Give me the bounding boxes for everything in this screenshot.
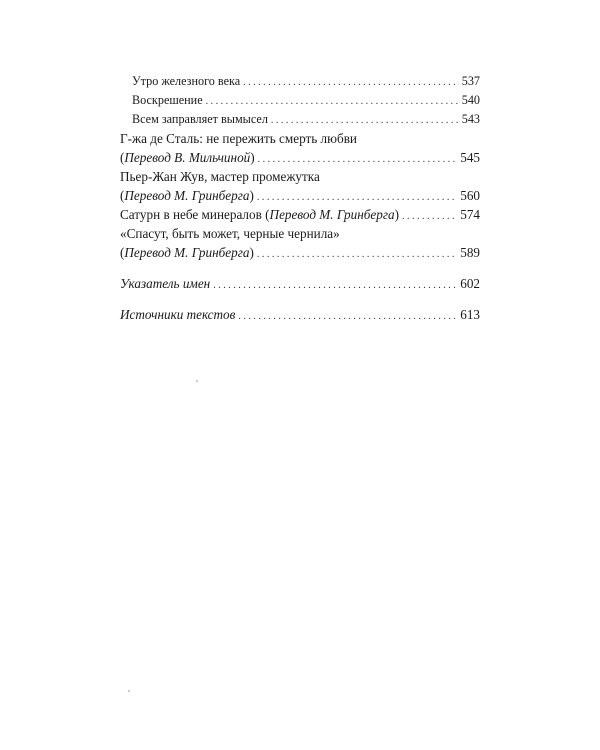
paren-open: ( — [120, 245, 125, 260]
toc-entry — [120, 205, 480, 224]
paper-speck — [196, 380, 198, 382]
toc-entry-title: Воскрешение — [132, 93, 203, 107]
toc-entry-title: Г-жа де Сталь: не пережить смерть любви — [120, 131, 357, 146]
dot-leader — [257, 186, 457, 207]
toc-entry-line — [120, 243, 480, 262]
paper-speck — [128, 690, 130, 692]
toc-entry-title: Пьер-Жан Жув, мастер промежутка — [120, 169, 320, 184]
paren-close: ) — [250, 150, 255, 165]
toc-entry-title: Источники текстов — [120, 307, 236, 322]
toc-entry — [120, 72, 480, 91]
toc-entry-page: 543 — [461, 112, 480, 126]
toc-entry-title-main: Сатурн в небе минералов — [120, 207, 266, 222]
dot-leader — [402, 205, 457, 226]
toc-entry-title: «Спасут, быть может, черные чернила» — [120, 226, 340, 241]
toc-entry-title: Утро железного века — [132, 74, 241, 88]
paren-close: ) — [249, 245, 254, 260]
toc-entry-page: 540 — [461, 93, 480, 107]
toc-entry — [120, 110, 480, 129]
toc-entry-page: 613 — [460, 307, 480, 322]
toc-entry-page: 589 — [460, 245, 480, 260]
dot-leader — [258, 148, 458, 169]
dot-leader — [243, 72, 459, 92]
dot-leader — [238, 305, 457, 326]
toc-entry-translator — [120, 186, 254, 205]
toc-entry-line — [120, 186, 480, 205]
toc-entry-index — [120, 274, 480, 293]
toc-entry-line — [120, 148, 480, 167]
toc-entry — [120, 91, 480, 110]
translator-credit: Перевод М. Гринберга — [269, 207, 395, 222]
toc-entry-page: 560 — [460, 188, 480, 203]
paren-close: ) — [394, 207, 399, 222]
paren-open: ( — [265, 207, 270, 222]
dot-leader — [257, 243, 457, 264]
paren-open: ( — [120, 188, 125, 203]
translator-credit: Перевод М. Гринберга — [124, 245, 250, 260]
table-of-contents — [120, 72, 480, 324]
toc-entry-translator — [120, 148, 255, 167]
toc-entry-page: 545 — [460, 150, 480, 165]
toc-entry-translator — [120, 243, 254, 262]
dot-leader — [271, 110, 459, 130]
toc-entry-line — [120, 224, 480, 243]
toc-entry-sources — [120, 305, 480, 324]
toc-entry-title: Всем заправляет вымысел — [132, 112, 268, 126]
toc-entry-line — [120, 129, 480, 148]
dot-leader — [206, 91, 459, 111]
paren-close: ) — [249, 188, 254, 203]
toc-entry-page: 602 — [460, 276, 480, 291]
toc-entry-page: 537 — [461, 74, 480, 88]
dot-leader — [213, 274, 457, 295]
paren-open: ( — [120, 150, 125, 165]
toc-entry-title: Указатель имен — [120, 276, 211, 291]
translator-credit: Перевод В. Мильчиной — [124, 150, 251, 165]
toc-entry-page: 574 — [460, 207, 480, 222]
toc-entry-line — [120, 167, 480, 186]
toc-entry-title — [120, 205, 399, 224]
translator-credit: Перевод М. Гринберга — [124, 188, 250, 203]
